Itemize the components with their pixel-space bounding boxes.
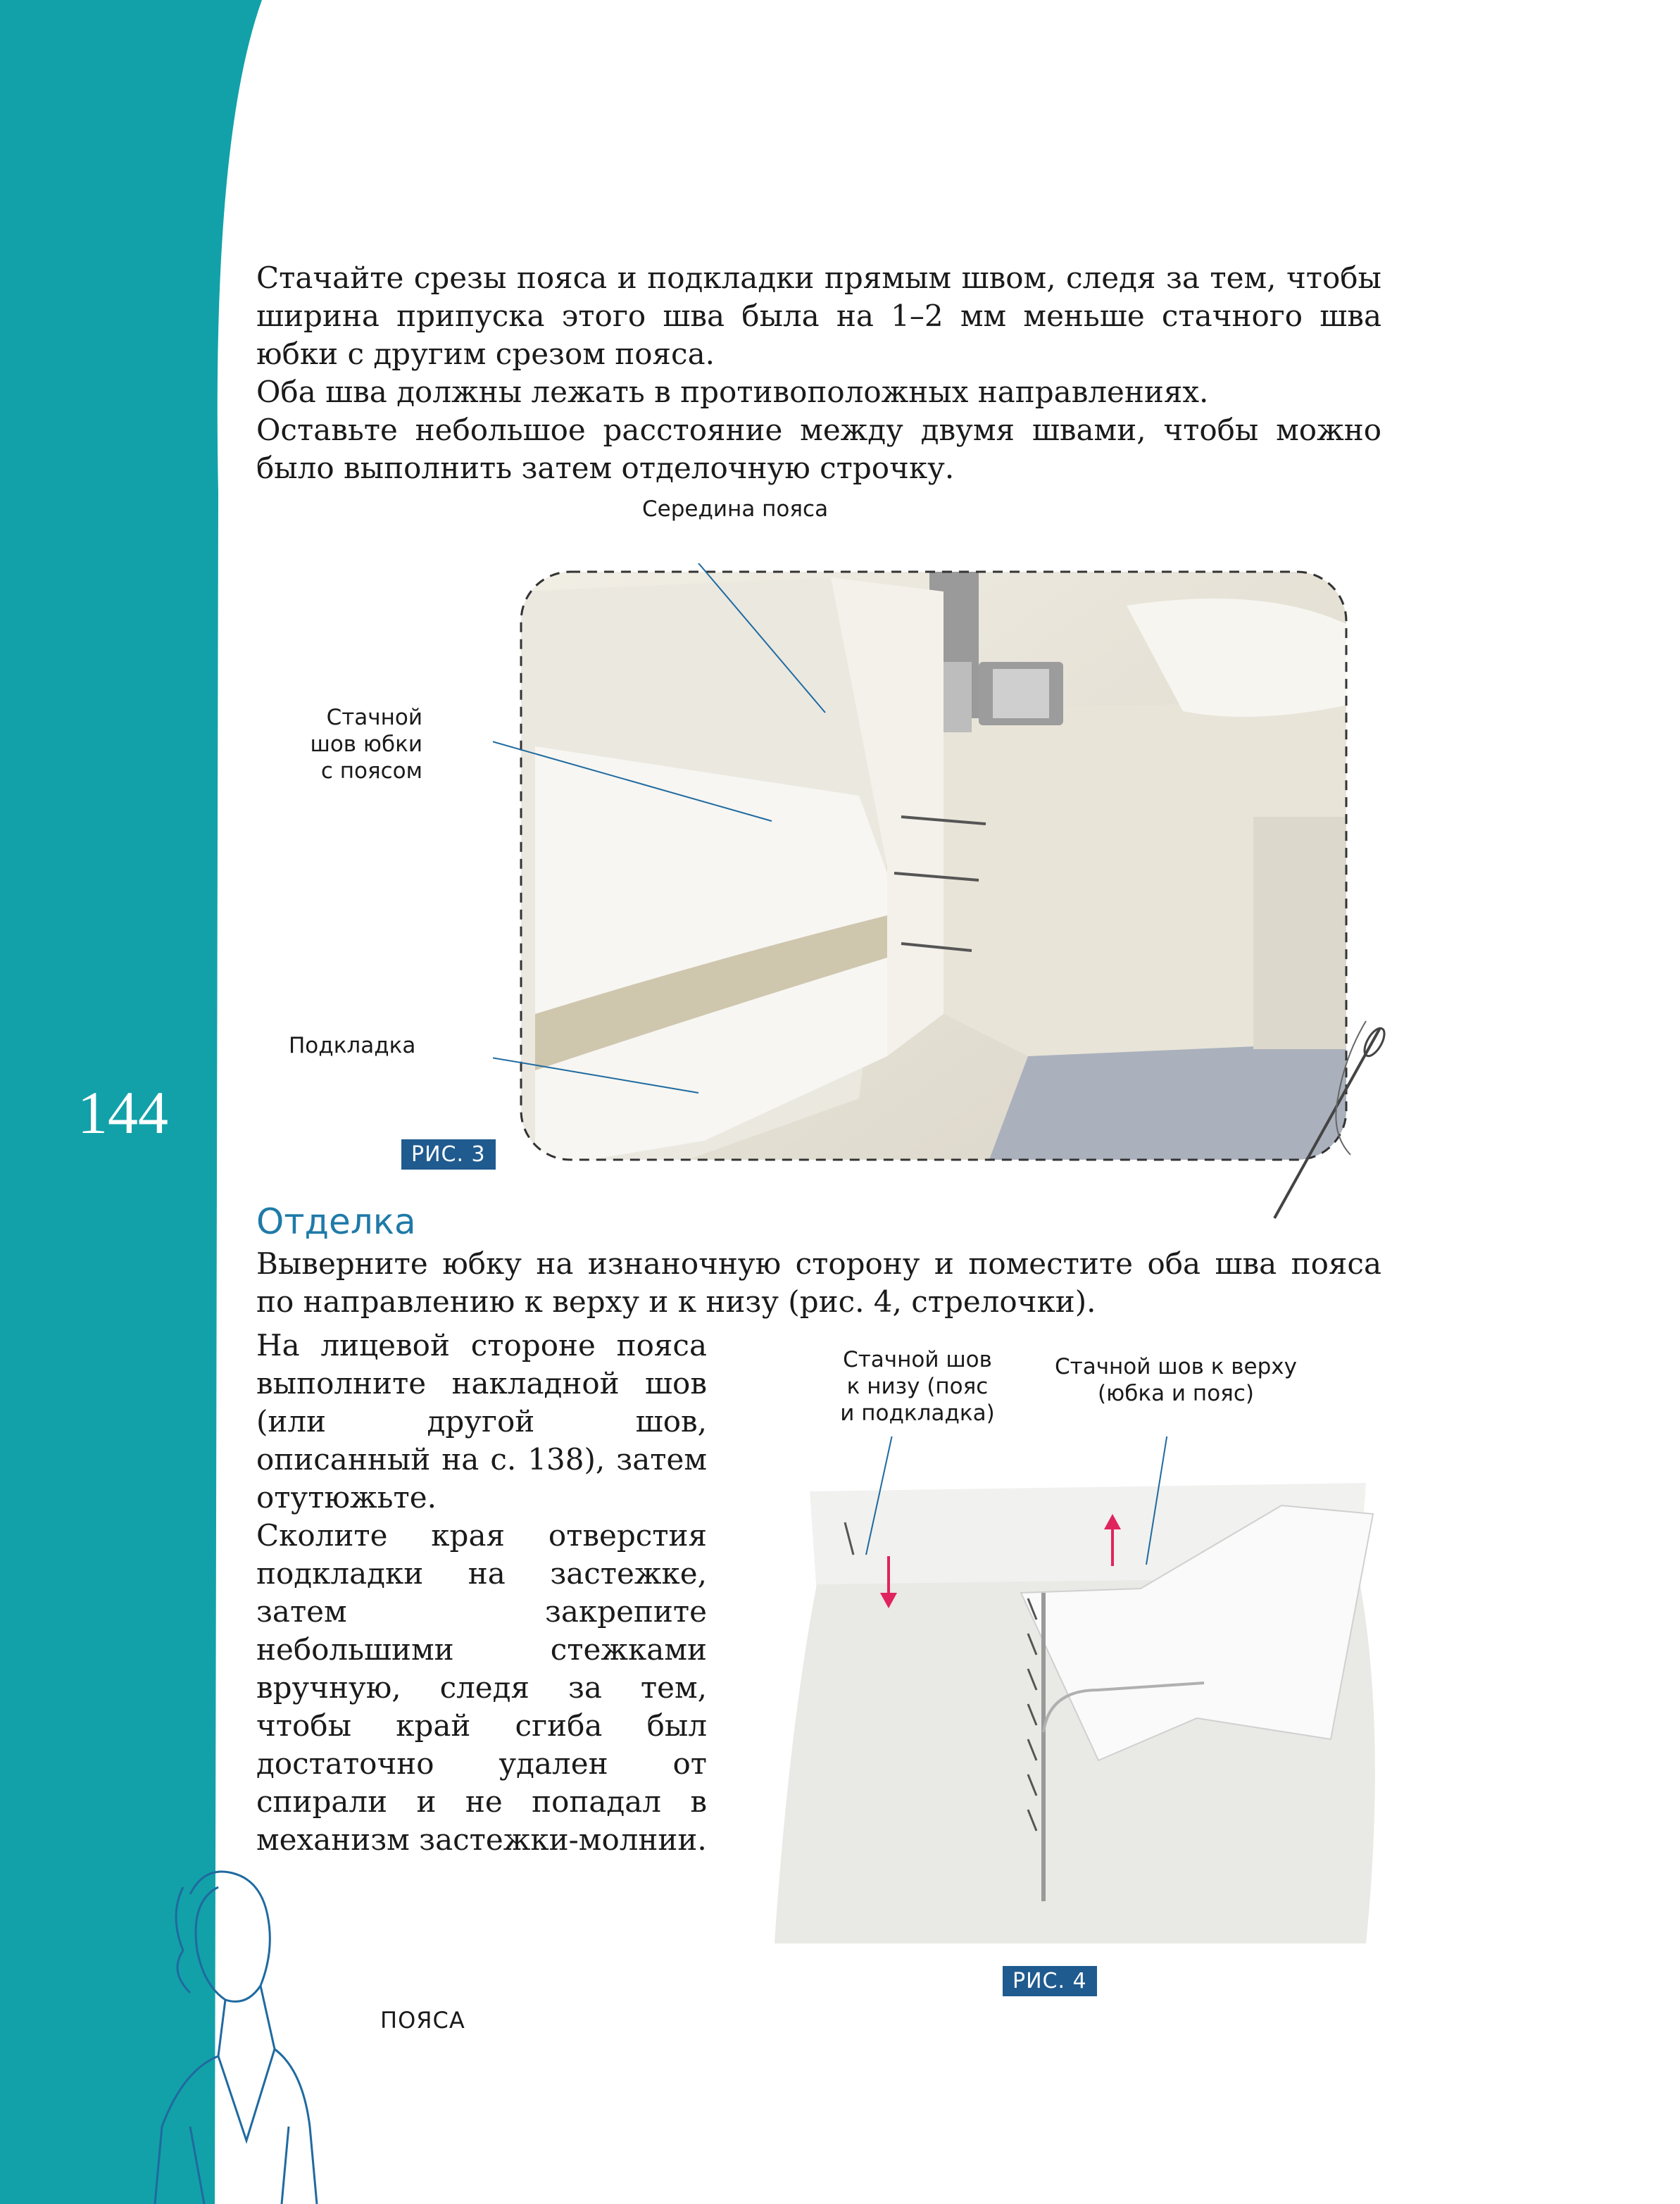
sewing-needle-icon <box>1267 1014 1394 1225</box>
fig4-badge: РИС. 4 <box>1003 1966 1097 1996</box>
page-number: 144 <box>77 1079 168 1146</box>
fig4-label-down-line-1: Стачной шов <box>843 1347 992 1372</box>
section-column-text <box>256 1327 707 1859</box>
footer-section-label: ПОЯСА <box>380 2007 465 2034</box>
fig3-label-seam-line-1: Стачной <box>326 705 422 730</box>
fig3-label-seam-line-2: шов юбки <box>310 732 422 757</box>
section-title: Отделка <box>256 1201 416 1242</box>
fig4-label-down-line-2: к низу (пояс <box>846 1374 989 1399</box>
intro-paragraph-2: Оба шва должны лежать в противоположных направлениях. <box>256 375 1209 409</box>
fig4-label-up-line-2: (юбка и пояс) <box>1098 1381 1254 1406</box>
woman-sketch-icon <box>141 1845 324 2204</box>
fig4-label-down-line-3: и подкладка) <box>840 1401 995 1426</box>
fig4-label-down-seam <box>829 1346 1005 1427</box>
fig3-label-seam <box>289 704 422 784</box>
figure-3-photo <box>493 563 1352 1169</box>
fig3-label-seam-line-3: с поясом <box>320 758 422 784</box>
fig3-label-lining: Подкладка <box>289 1033 416 1058</box>
intro-paragraph-1: Стачайте срезы пояса и подкладки прямым швом, следя за тем, чтобы ширина припуска этого шва была на 1–2 мм меньше стачного шва юбки с другим срезом пояса. <box>256 261 1381 371</box>
fig4-label-up-seam <box>1042 1353 1310 1407</box>
section-lead: Выверните юбку на изнаночную сторону и поместите оба шва пояса по направлению к верху и к низу (рис. 4, стрелочки). <box>256 1246 1381 1319</box>
section-paragraph-1: На лицевой стороне пояса выполните накладной шов (или другой шов, описанный на с. 138), затем отутюжьте. <box>256 1328 707 1515</box>
fig4-label-up-line-1: Стачной шов к верху <box>1055 1354 1297 1379</box>
section-paragraph-2: Сколите края отверстия подкладки на застежке, затем закрепите небольшими стежками вручную, следя за тем, чтобы край сгиба был достаточно удален от спирали и не попадал в механизм застежки-молнии. <box>256 1518 707 1857</box>
fig3-badge: РИС. 3 <box>401 1139 496 1170</box>
figure-4-photo <box>775 1436 1380 1943</box>
intro-paragraph-3: Оставьте небольшое расстояние между двумя швами, чтобы можно было выполнить затем отделочную строчку. <box>256 413 1381 485</box>
fig3-label-belt-middle: Середина пояса <box>642 496 829 522</box>
